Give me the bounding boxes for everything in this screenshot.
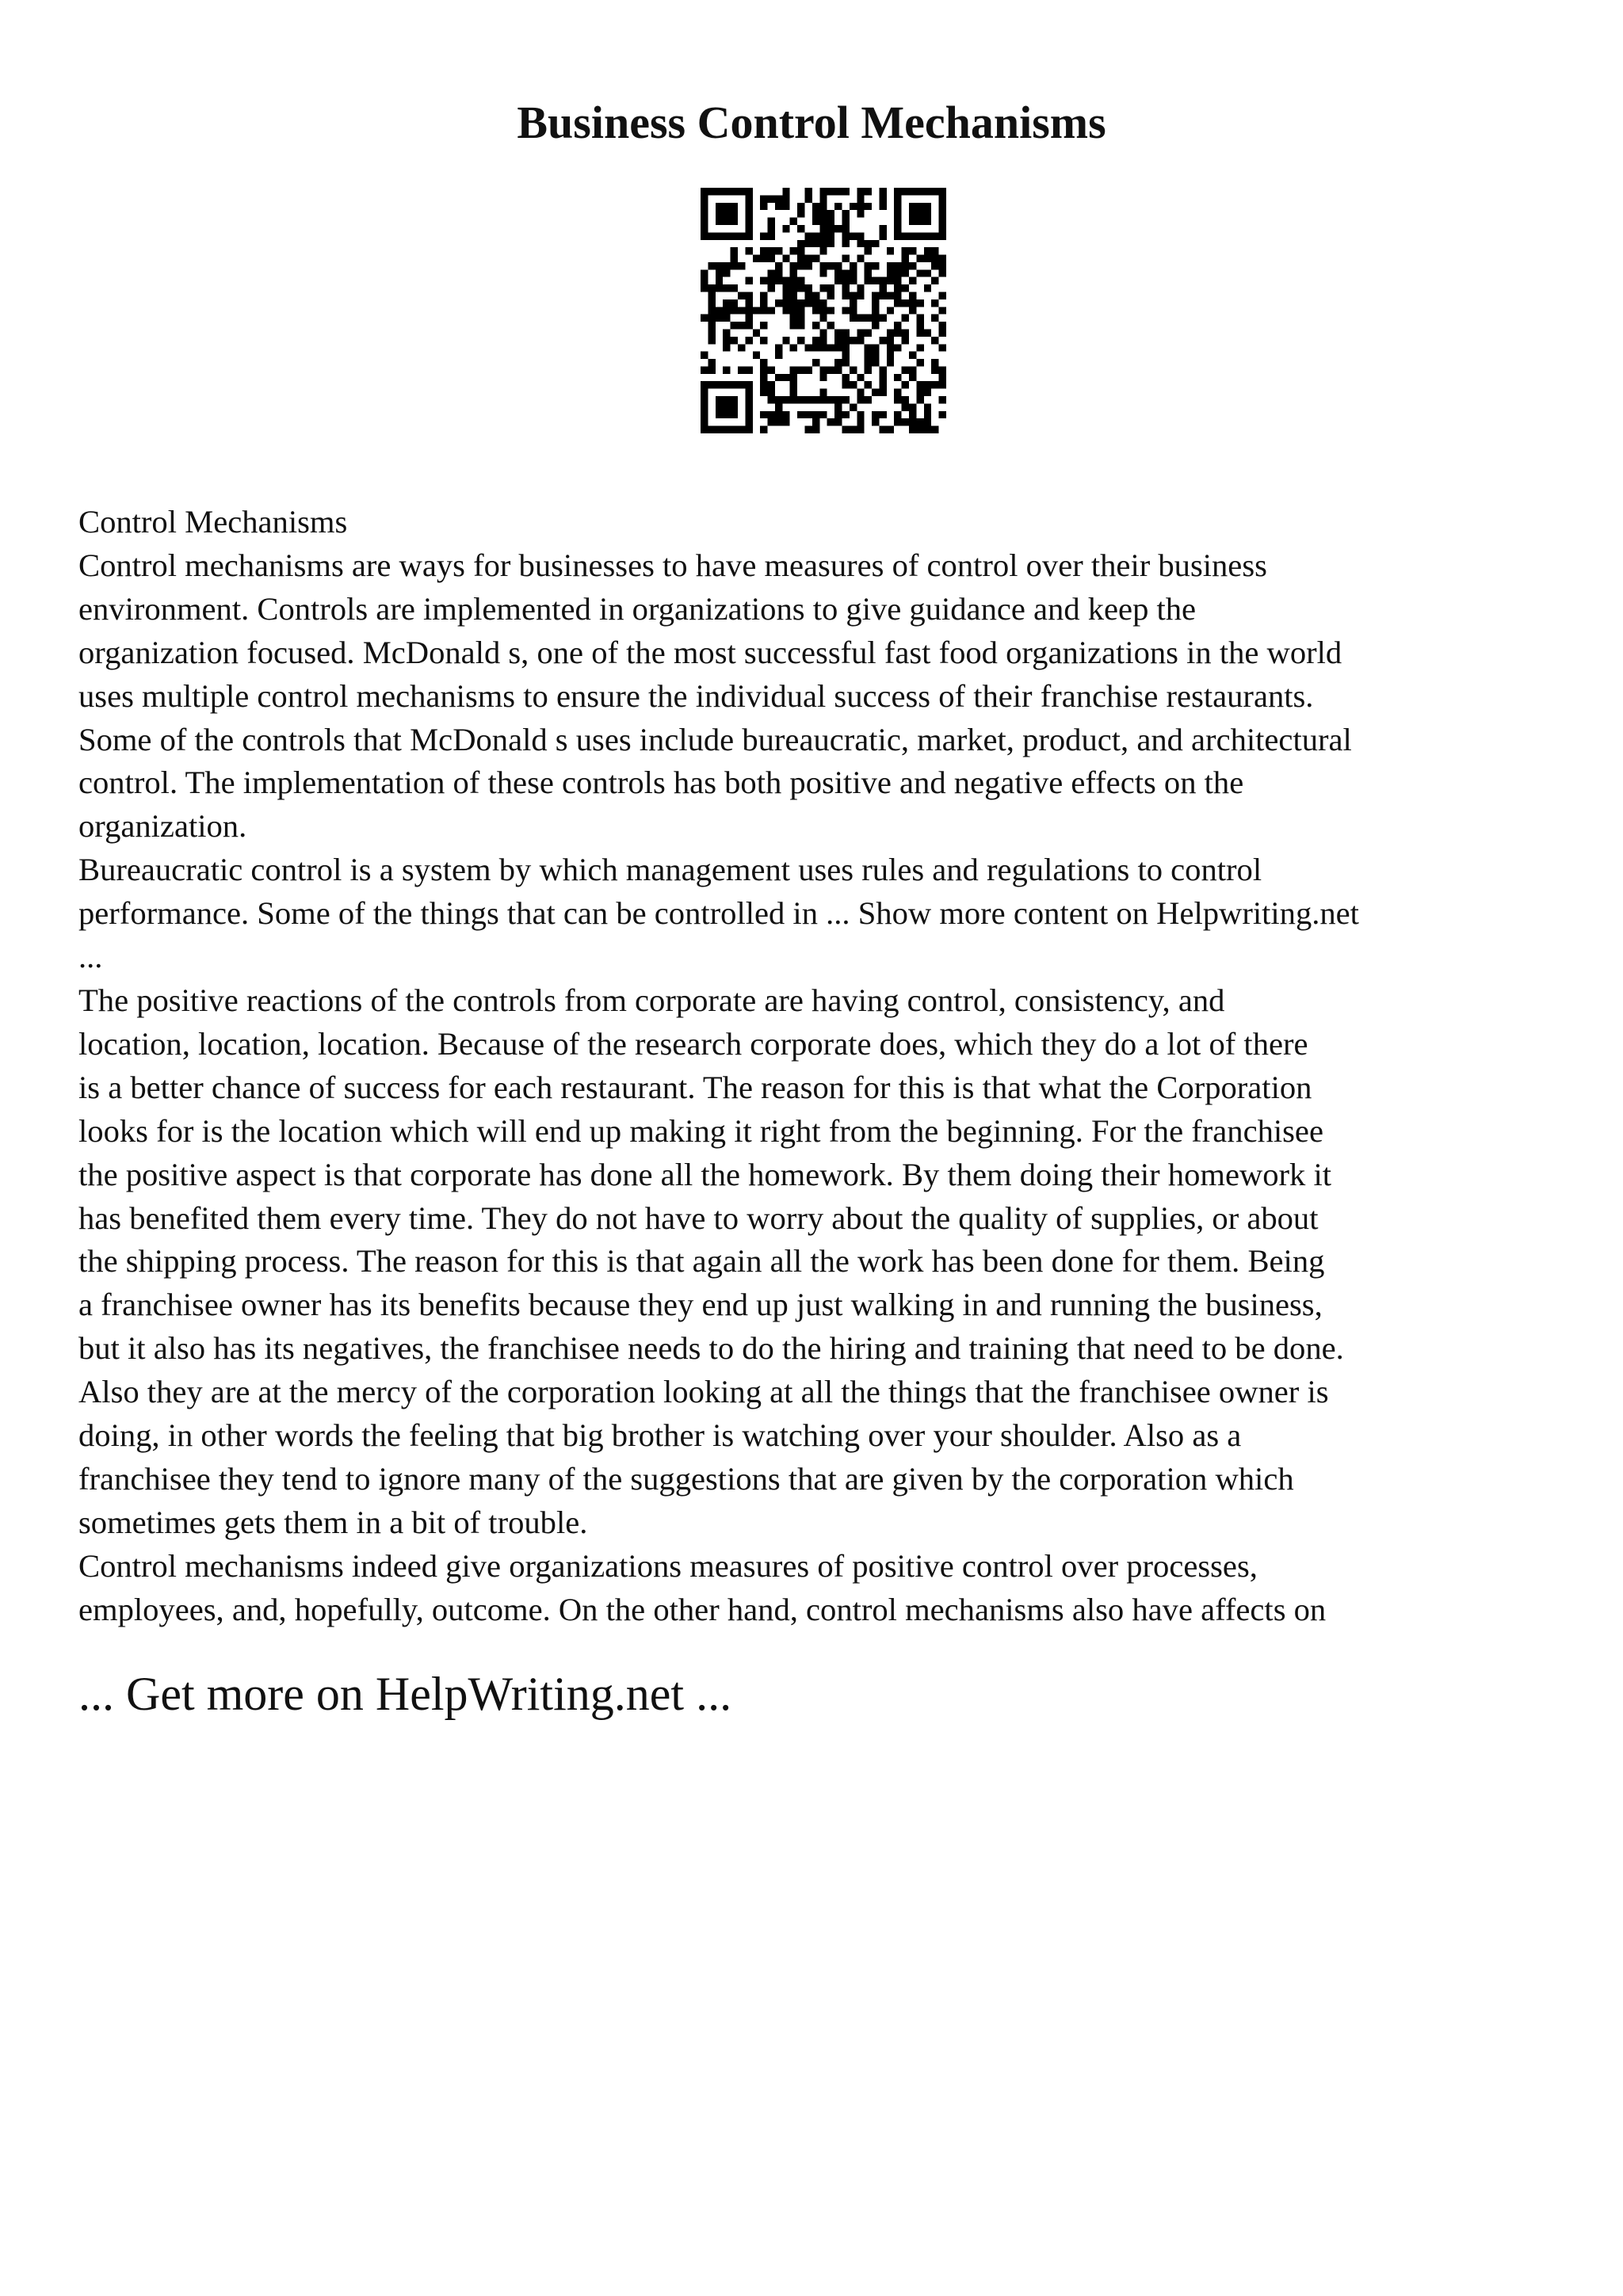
body-paragraph: The positive reactions of the controls from corporate are having control, consistency, and location, location, location. Because of the research corporate does, which they do a lot of there is a better chance of success for each restaurant. The reason for this is that what the Corporation looks for is the location which will end up making it right from the beginning. For the franchisee the positive aspect is that corporate has done all the homework. By them doing their homework it has benefited them every time. They do not have to worry about the quality of supplies, or about the shipping process. The reason for this is that again all the work has been done for them. Being a franchisee owner has its benefits because they end up just walking in and running the business, but it also has its negatives, the franchisee needs to do the hiring and training that need to be done. Also they are at the mercy of the corporation looking at all the things that the franchisee owner is doing, in other words the feeling that big brother is watching over your shoulder. Also as a franchisee they tend to ignore many of the suggestions that are given by the corporation which sometimes gets them in a bit of trouble. <box>78 982 1344 1540</box>
section-heading: Control Mechanisms <box>78 504 348 540</box>
body-paragraph: Control mechanisms indeed give organizations measures of positive control over processes, employees, and, hopefully, outcome. On the other hand, control mechanisms also have affects on <box>78 1547 1327 1627</box>
qr-code-icon <box>701 188 946 433</box>
document-title: Business Control Mechanisms <box>517 97 1106 148</box>
get-more-link[interactable]: ... Get more on HelpWriting.net ... <box>78 1668 732 1720</box>
body-paragraph: Bureaucratic control is a system by which management uses rules and regulations to control performance. Some of the things that can be controlled in ... Show more content on Helpwriting.net ... <box>78 852 1359 975</box>
body-paragraph: Control mechanisms are ways for businesses to have measures of control over their business environment. Controls are implemented in organizations to give guidance and keep the organization focused. McDonald s, one of the most successful fast food organizations in the world uses multiple control mechanisms to ensure the individual success of their franchise restaurants. Some of the controls that McDonald s uses include bureaucratic, market, product, and architectural control. The implementation of these controls has both positive and negative effects on the organization. <box>78 547 1352 845</box>
document-body <box>78 501 1568 1632</box>
